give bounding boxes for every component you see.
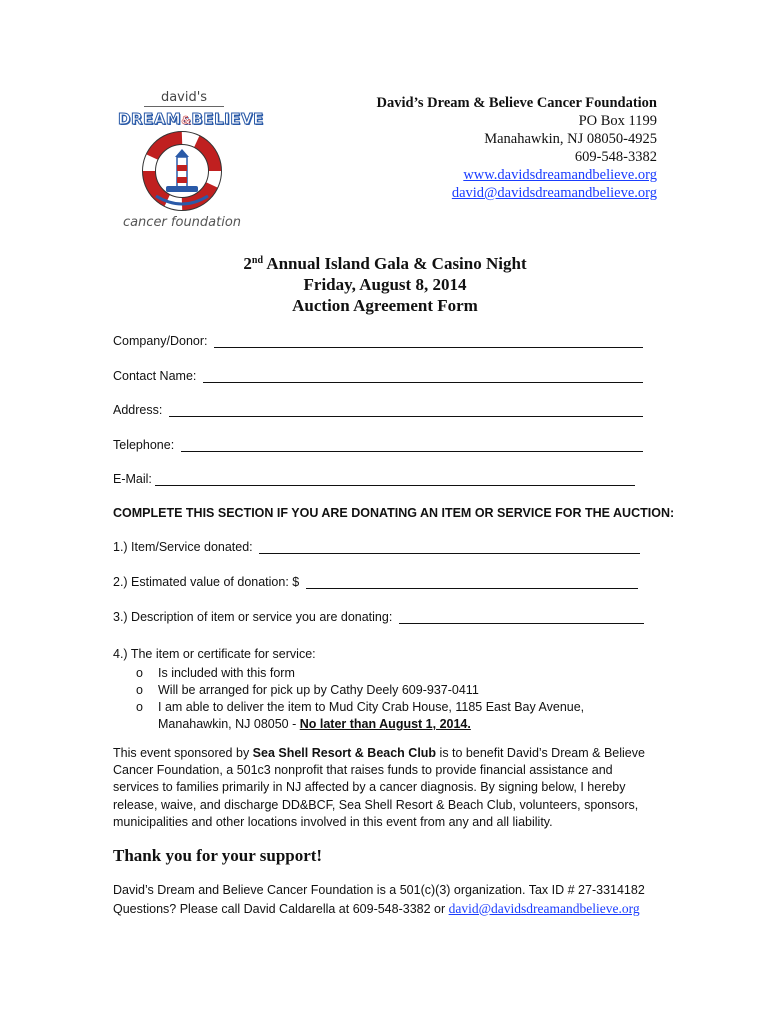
address-input-line[interactable] <box>169 405 643 417</box>
address-field <box>113 403 643 417</box>
delivery-options <box>113 646 588 733</box>
event-title <box>0 250 770 274</box>
po-box: PO Box 1199 <box>578 113 657 129</box>
event-ordinal-suffix: nd <box>251 255 264 266</box>
description-input-line[interactable] <box>399 612 644 624</box>
logo-dream-word: DREAM <box>118 110 182 128</box>
email-field <box>113 472 635 486</box>
sponsor-prefix: This event sponsored by <box>113 746 253 760</box>
tax-id-line: David’s Dream and Believe Cancer Foundation is a 501(c)(3) organization. Tax ID # 27-3314182 <box>113 883 645 897</box>
form-name: Auction Agreement Form <box>292 296 478 315</box>
organization-address-block <box>377 94 657 202</box>
estimated-value-label: 2.) Estimated value of donation: $ <box>113 575 303 589</box>
logo-brand-text <box>118 110 264 128</box>
item-donated-field <box>113 540 640 554</box>
contact-name-input-line[interactable] <box>203 371 643 383</box>
telephone-label: Telephone: <box>113 438 178 452</box>
auction-section-heading: COMPLETE THIS SECTION IF YOU ARE DONATING AN ITEM OR SERVICE FOR THE AUCTION: <box>113 506 675 520</box>
option-bullet: o <box>136 683 143 697</box>
delivery-option-pickup[interactable] <box>113 682 588 699</box>
sponsor-suffix: is to benefit David’s Dream & Believe Cancer Foundation, a 501c3 nonprofit that raises funds to provide financial assistance and services to families primarily in NJ affected by a cancer diagnosis. By signing below, I hereby release, waive, and discharge DD&BCF, Sea Shell Resort & Beach Club, volunteers, sponsors, municipalities and other locations involved in this event from any and all liability. <box>113 746 645 829</box>
estimated-value-field <box>113 575 638 589</box>
contact-name-field <box>113 369 643 383</box>
questions-text: Questions? Please call David Caldarella at 609-548-3382 or <box>113 901 449 916</box>
delivery-option-included[interactable] <box>113 665 588 682</box>
option-label: Is included with this form <box>158 666 295 680</box>
option-bullet: o <box>136 666 143 680</box>
form-title-block <box>0 250 770 316</box>
delivery-question: 4.) The item or certificate for service: <box>113 647 316 661</box>
website-link[interactable]: www.davidsdreamandbelieve.org <box>463 167 657 183</box>
email-link[interactable]: david@davidsdreamandbelieve.org <box>451 185 657 201</box>
email-label: E-Mail: <box>113 472 152 486</box>
event-ordinal-number: 2 <box>243 254 252 273</box>
thank-you-heading: Thank you for your support! <box>113 846 323 865</box>
option-label <box>158 699 588 733</box>
address-label: Address: <box>113 403 166 417</box>
logo-cancer-foundation-text: cancer foundation <box>122 215 242 230</box>
event-name: Annual Island Gala & Casino Night <box>263 254 527 273</box>
sponsor-name: Sea Shell Resort & Beach Club <box>252 746 437 760</box>
foundation-logo <box>112 90 264 240</box>
telephone-field <box>113 438 643 452</box>
logo-davids-text: david's <box>144 90 224 107</box>
city-state-zip: Manahawkin, NJ 08050-4925 <box>484 131 657 147</box>
option-label: Will be arranged for pick up by Cathy Deely 609-937-0411 <box>158 683 479 697</box>
company-donor-input-line[interactable] <box>214 336 643 348</box>
logo-believe-word: BELIEVE <box>191 110 264 128</box>
organization-name: David’s Dream & Believe Cancer Foundation <box>376 95 657 111</box>
life-ring-lighthouse-icon <box>142 130 222 212</box>
deliver-address-text: I am able to deliver the item to Mud City Crab House, 1185 East Bay Avenue, Manahawkin, NJ 08050 - <box>158 700 585 731</box>
company-donor-field <box>113 334 643 348</box>
event-date: Friday, August 8, 2014 <box>303 275 467 294</box>
footer-email-link[interactable]: david@davidsdreamandbelieve.org <box>448 900 640 916</box>
sponsor-paragraph <box>113 745 658 831</box>
footer <box>113 882 645 918</box>
delivery-option-list <box>113 665 588 733</box>
telephone-input-line[interactable] <box>181 440 643 452</box>
estimated-value-input-line[interactable] <box>306 577 638 589</box>
contact-name-label: Contact Name: <box>113 369 200 383</box>
description-label: 3.) Description of item or service you are donating: <box>113 610 396 624</box>
organization-phone: 609-548-3382 <box>574 149 657 165</box>
questions-line <box>113 900 645 919</box>
email-input-line[interactable] <box>155 474 635 486</box>
option-bullet: o <box>136 700 143 714</box>
delivery-deadline: No later than August 1, 2014. <box>299 717 471 731</box>
logo-amp: & <box>181 114 192 127</box>
item-donated-input-line[interactable] <box>259 542 640 554</box>
delivery-option-deliver[interactable] <box>113 699 588 733</box>
company-donor-label: Company/Donor: <box>113 334 211 348</box>
item-donated-label: 1.) Item/Service donated: <box>113 540 257 554</box>
description-field <box>113 610 644 624</box>
